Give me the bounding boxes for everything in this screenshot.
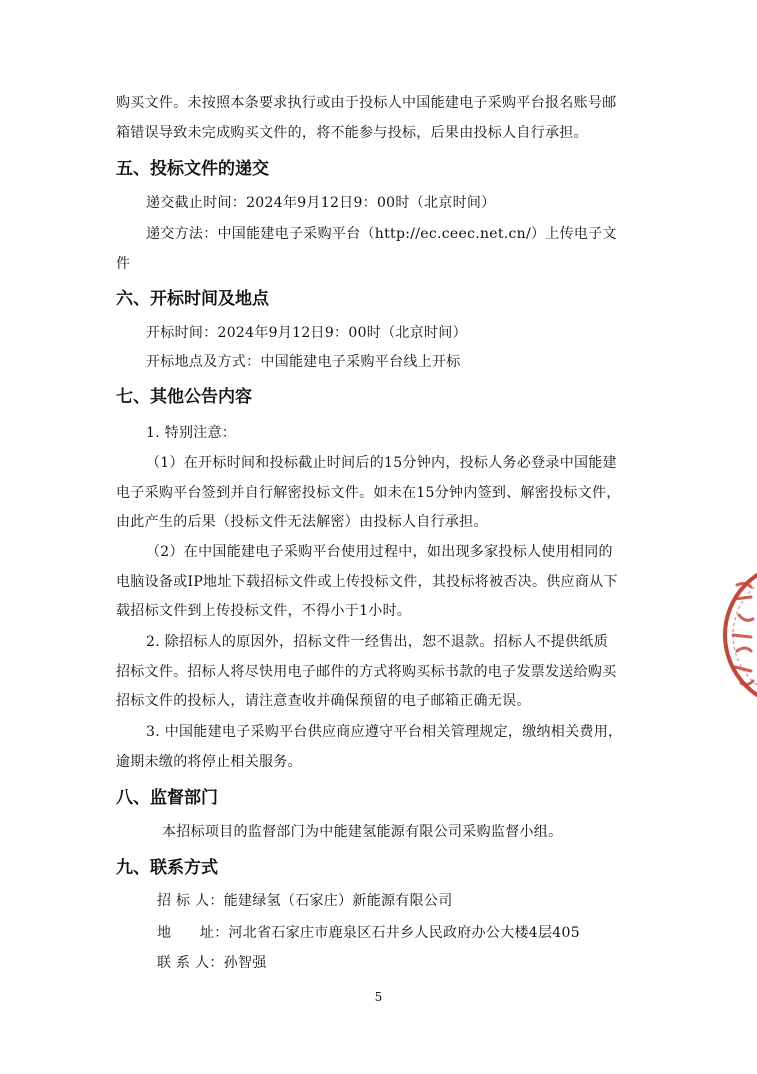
section-8-heading: 八、监督部门 (116, 788, 218, 808)
note-item-1: 1. 特别注意： (146, 425, 237, 441)
section-9-heading: 九、联系方式 (116, 858, 218, 878)
note-item-3-line2: 逾期未缴的将停止相关服务。 (116, 754, 302, 770)
page-number: 5 (374, 990, 383, 1004)
body-line: 箱错误导致未完成购买文件的，将不能参与投标，后果由投标人自行承担。 (116, 125, 588, 141)
opening-time: 开标时间：2024年9月12日9：00时（北京时间） (146, 325, 467, 341)
red-seal-stamp-icon (717, 555, 757, 715)
submission-method: 递交方法：中国能建电子采购平台（http://ec.ceec.net.cn/）上传电子文 (146, 226, 617, 242)
submission-method-cont: 件 (116, 256, 131, 272)
submission-deadline: 递交截止时间：2024年9月12日9：00时（北京时间） (146, 195, 496, 211)
note-para-2-line2: 电脑设备或IP地址下载招标文件或上传投标文件，其投标将被否决。供应商从下 (116, 574, 618, 590)
section-6-heading: 六、开标时间及地点 (116, 289, 269, 309)
note-para-2-line3: 载招标文件到上传投标文件，不得小于1小时。 (116, 603, 412, 619)
note-para-2: （2）在中国能建电子采购平台使用过程中，如出现多家投标人使用相同的 (146, 544, 613, 560)
note-para-1-line3: 由此产生的后果（投标文件无法解密）由投标人自行承担。 (116, 514, 488, 530)
contact-tenderer: 招 标 人：能建绿氢（石家庄）新能源有限公司 (157, 893, 453, 909)
note-item-2-line3: 招标文件的投标人，请注意查收并确保预留的电子邮箱正确无误。 (116, 693, 531, 709)
note-item-2-line2: 招标文件。招标人将尽快用电子邮件的方式将购买标书款的电子发票发送给购买 (116, 664, 617, 680)
note-item-3: 3. 中国能建电子采购平台供应商应遵守平台相关管理规定，缴纳相关费用， (146, 724, 623, 740)
note-item-2: 2. 除招标人的原因外，招标文件一经售出，恕不退款。招标人不提供纸质 (146, 634, 609, 650)
note-para-1: （1）在开标时间和投标截止时间后的15分钟内，投标人务必登录中国能建 (146, 455, 617, 471)
supervision-text: 本招标项目的监督部门为中能建氢能源有限公司采购监督小组。 (162, 824, 563, 840)
opening-place: 开标地点及方式：中国能建电子采购平台线上开标 (146, 354, 461, 370)
note-para-1-line2: 电子采购平台签到并自行解密投标文件。如未在15分钟内签到、解密投标文件， (116, 485, 621, 501)
section-7-heading: 七、其他公告内容 (116, 387, 252, 407)
section-5-heading: 五、投标文件的递交 (116, 159, 269, 179)
contact-address: 地 址：河北省石家庄市鹿泉区石井乡人民政府办公大楼4层405 (157, 925, 580, 941)
contact-person: 联 系 人：孙智强 (157, 955, 267, 971)
body-line: 购买文件。未按照本条要求执行或由于投标人中国能建电子采购平台报名账号邮 (116, 95, 617, 111)
